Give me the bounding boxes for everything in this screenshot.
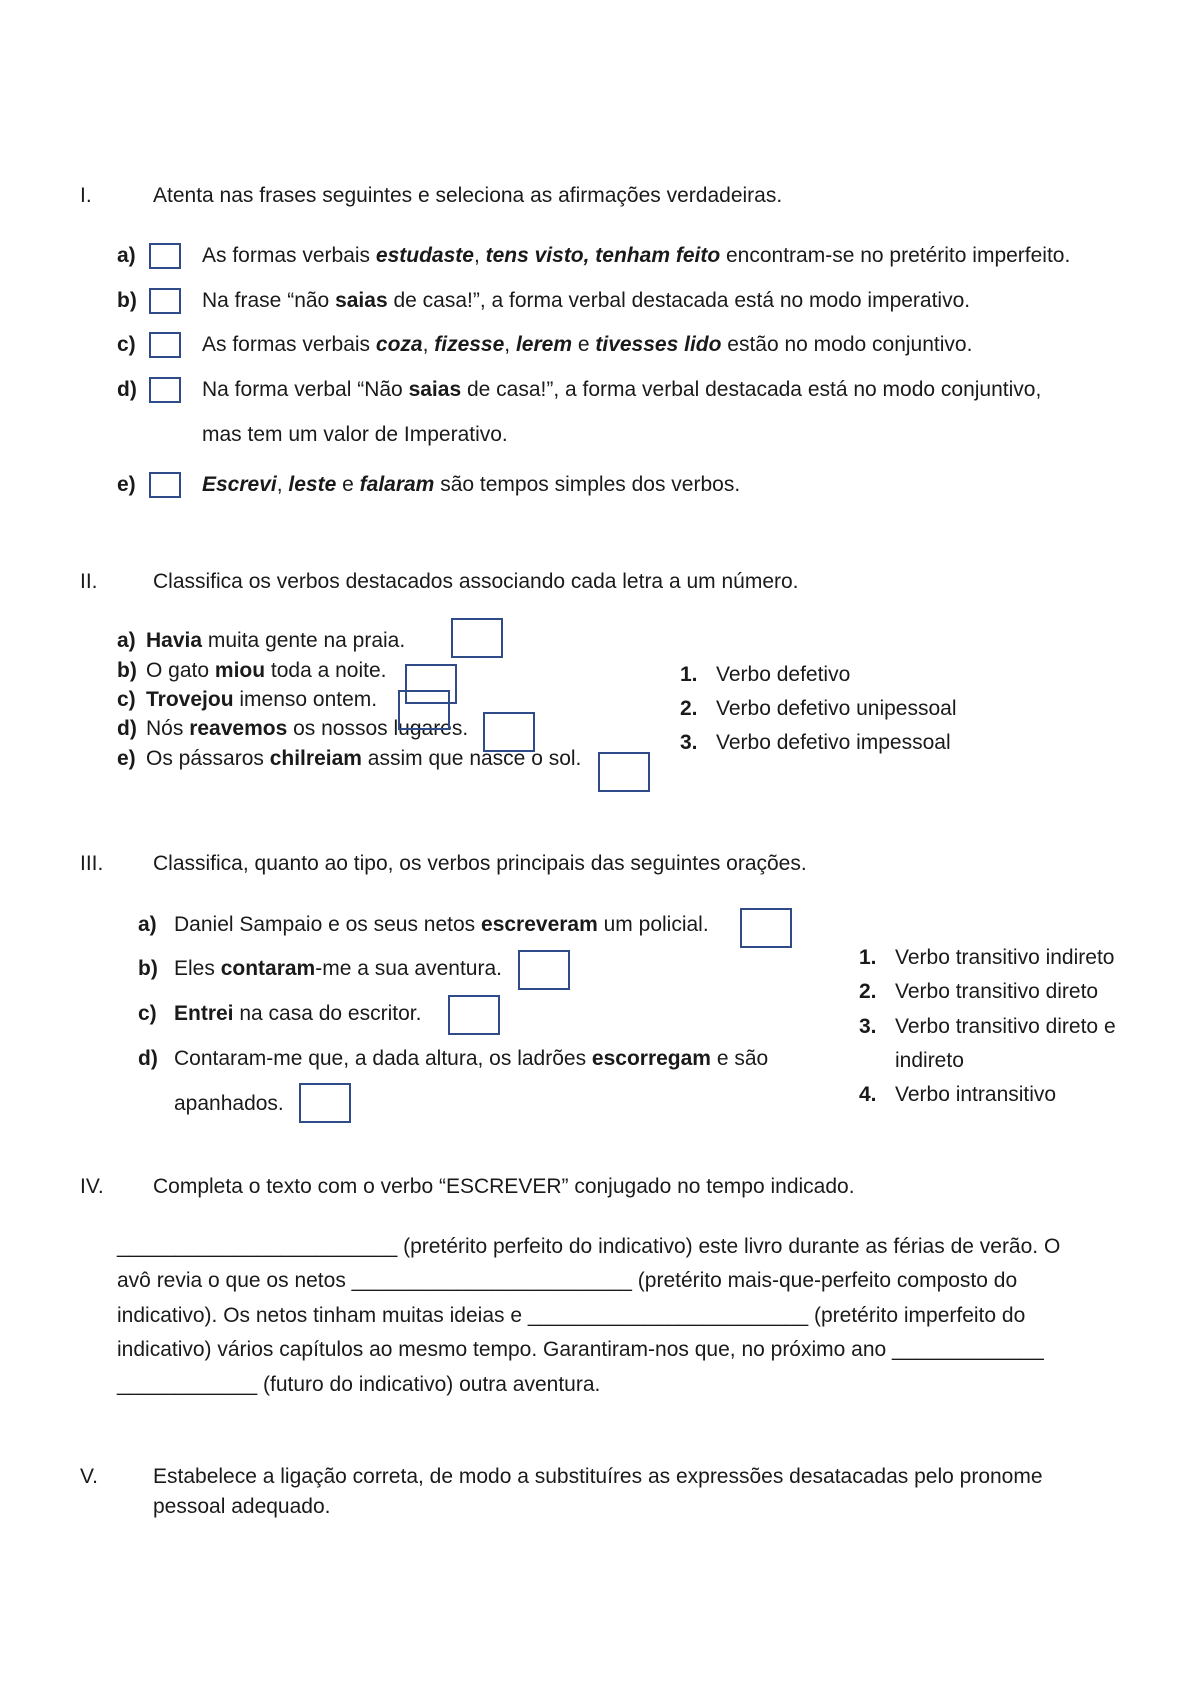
answer-box[interactable] [598,752,650,792]
sentence-text [146,689,377,710]
text-run: chilreiam [269,747,362,770]
item-label: a) [117,244,136,267]
option-number: 3. [859,1015,877,1038]
text-run: imenso ontem. [233,688,378,711]
text-run: O gato [146,659,215,682]
text-run: Escrevi [202,473,277,496]
text-run: os nossos lugares. [287,717,469,740]
section-2-title: Classifica os verbos destacados associando cada letra a um número. [153,570,799,593]
answer-box[interactable] [451,618,503,658]
text-run: tivesses lido [595,333,722,356]
sentence-text [146,660,387,681]
section-2-number: II. [80,570,98,593]
text-run: -me a sua aventura. [315,957,502,980]
statement-text [202,290,970,311]
text-run: , [276,473,289,496]
answer-checkbox[interactable] [149,472,181,498]
text-run: saias [335,289,388,312]
item-label: b) [138,957,158,980]
text-run: muita gente na praia. [202,629,406,652]
option-text: Verbo transitivo indireto [895,946,1115,969]
text-run: , [504,333,516,356]
text-run: Os pássaros [146,747,270,770]
text-run: e [572,333,596,356]
text-run: Contaram-me que, a dada altura, os ladrões [174,1047,592,1070]
text-run: contaram [220,957,316,980]
option-number: 2. [680,697,698,720]
answer-box[interactable] [398,690,450,730]
text-run: Eles [174,957,221,980]
sentence-text [146,630,405,651]
text-run: , [473,244,486,267]
section-4-number: IV. [80,1175,104,1198]
text-run: e [336,473,360,496]
text-run: leste [288,473,337,496]
item-label: b) [117,289,137,312]
fill-in-text-line: avô revia o que os netos ________________________ (pretérito mais-que-perfeito composto do [117,1269,1018,1292]
text-run: de casa!”, a forma verbal destacada está no modo imperativo. [387,289,971,312]
sentence-text [174,914,709,935]
fill-in-text-line: ________________________ (pretérito perfeito do indicativo) este livro durante as férias de verão. O [117,1235,1061,1258]
text-run: escorregam [591,1047,711,1070]
item-label: a) [138,913,157,936]
section-1-number: I. [80,184,92,207]
text-run: falaram [359,473,435,496]
option-number: 3. [680,731,698,754]
item-label: e) [117,747,136,770]
item-label: c) [117,333,136,356]
section-3-number: III. [80,852,104,875]
text-run: assim que nasce o sol. [361,747,582,770]
text-run: Na frase “não [202,289,336,312]
section-1-title: Atenta nas frases seguintes e seleciona as afirmações verdadeiras. [153,184,783,207]
text-run: toda a noite. [265,659,387,682]
text-run: escreveram [481,913,598,936]
text-run: As formas verbais [202,333,376,356]
statement-text [202,334,972,355]
answer-checkbox[interactable] [149,243,181,269]
statement-text [202,474,740,495]
text-run: são tempos simples dos verbos. [434,473,741,496]
text-run: tens visto, tenham feito [485,244,721,267]
text-run: Entrei [174,1002,234,1025]
item-label: d) [138,1047,158,1070]
answer-box[interactable] [740,908,792,948]
text-run: Nós [146,717,190,740]
option-text: Verbo transitivo direto [895,980,1099,1003]
text-run: Trovejou [146,688,234,711]
text-run: estão no modo conjuntivo. [721,333,973,356]
option-number: 1. [680,663,698,686]
item-label: e) [117,473,136,496]
option-text: Verbo defetivo [716,663,851,686]
sentence-text [174,1048,768,1069]
text-run: e são [710,1047,769,1070]
text-run: na casa do escritor. [233,1002,422,1025]
fill-in-text-line: indicativo). Os netos tinham muitas ideias e ________________________ (pretérito imperfeito do [117,1304,1026,1327]
fill-in-text-line: indicativo) vários capítulos ao mesmo tempo. Garantiram-nos que, no próximo ano _____________ [117,1338,1044,1361]
option-text: Verbo defetivo unipessoal [716,697,957,720]
sentence-text-line2: apanhados. [174,1092,284,1115]
answer-checkbox[interactable] [149,377,181,403]
answer-checkbox[interactable] [149,332,181,358]
fill-in-text-line: ____________ (futuro do indicativo) outra aventura. [117,1373,601,1396]
option-text: Verbo intransitivo [895,1083,1057,1106]
statement-text [202,379,1041,400]
statement-text-line2: mas tem um valor de Imperativo. [202,423,508,446]
section-5-title-line2: pessoal adequado. [153,1495,331,1518]
text-run: um policial. [597,913,709,936]
section-5-title: Estabelece a ligação correta, de modo a substituíres as expressões desatacadas pelo pronome [153,1465,1043,1488]
text-run: , [422,333,435,356]
text-run: coza [375,333,423,356]
option-number: 2. [859,980,877,1003]
answer-checkbox[interactable] [149,288,181,314]
option-number: 4. [859,1083,877,1106]
answer-box[interactable] [299,1083,351,1123]
text-run: de casa!”, a forma verbal destacada está no modo conjuntivo, [461,378,1042,401]
item-label: d) [117,378,137,401]
section-5-number: V. [80,1465,98,1488]
sentence-text [174,958,502,979]
text-run: Daniel Sampaio e os seus netos [174,913,482,936]
statement-text [202,245,1070,266]
item-label: b) [117,659,137,682]
item-label: c) [117,688,136,711]
answer-box[interactable] [518,950,570,990]
text-run: miou [214,659,266,682]
text-run: encontram-se no pretérito imperfeito. [720,244,1071,267]
text-run: reavemos [189,717,288,740]
option-text-line2: indireto [895,1049,964,1072]
option-text: Verbo defetivo impessoal [716,731,951,754]
text-run: lerem [515,333,573,356]
option-number: 1. [859,946,877,969]
text-run: estudaste [375,244,474,267]
item-label: a) [117,629,136,652]
text-run: saias [408,378,462,401]
text-run: fizesse [434,333,505,356]
sentence-text [174,1003,421,1024]
answer-box[interactable] [448,995,500,1035]
item-label: c) [138,1002,157,1025]
section-3-title: Classifica, quanto ao tipo, os verbos principais das seguintes orações. [153,852,807,875]
text-run: Havia [146,629,203,652]
item-label: d) [117,717,137,740]
text-run: As formas verbais [202,244,376,267]
answer-box[interactable] [483,712,535,752]
text-run: Na forma verbal “Não [202,378,409,401]
option-text: Verbo transitivo direto e [895,1015,1116,1038]
section-4-title: Completa o texto com o verbo “ESCREVER” conjugado no tempo indicado. [153,1175,855,1198]
